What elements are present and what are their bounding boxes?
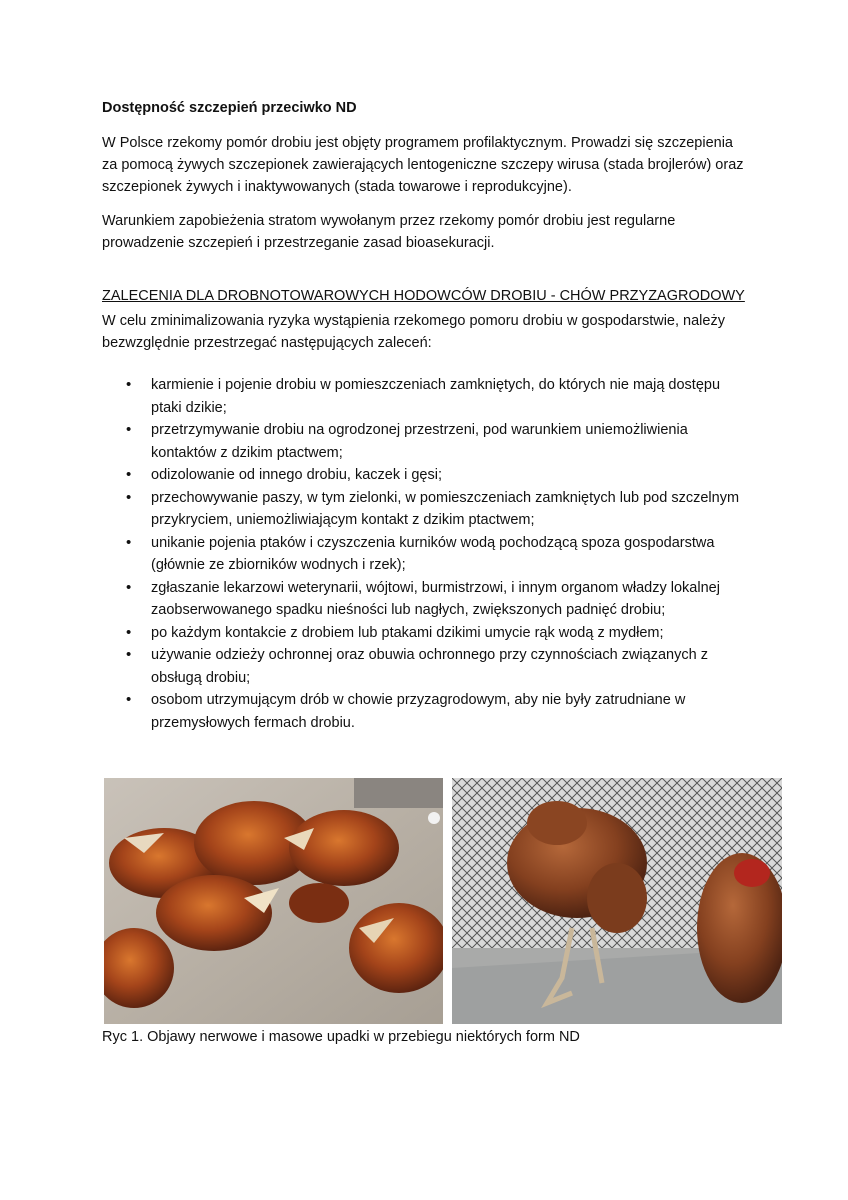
paragraph-vaccination: W Polsce rzekomy pomór drobiu jest objęty programem profilaktycznym. Prowadzi się szczepienia za pomocą żywych szczepionek zawierających lentogeniczne szczepy wirusa (stada brojlerów) oraz szczepionek żywych i inaktywowanych (stada towarowe i reprodukcyjne). — [102, 135, 744, 195]
list-item: • przechowywanie paszy, w tym zielonki, w pomieszczeniach zamkniętych lub pod szczelnym przykryciem, uniemożliwiającym kontakt z dzikim ptactwem; — [102, 487, 742, 532]
list-item: • odizolowanie od innego drobiu, kaczek i gęsi; — [102, 464, 742, 487]
list-item: • osobom utrzymującym drób w chowie przyzagrodowym, aby nie były zatrudniane w przemysłowych fermach drobiu. — [102, 689, 742, 734]
recommendations-list — [102, 374, 742, 734]
photo-sick-poultry — [452, 778, 782, 1024]
photo-dead-poultry — [104, 778, 443, 1024]
section-heading: Dostępność szczepień przeciwko ND — [102, 100, 357, 116]
list-item: • karmienie i pojenie drobiu w pomieszczeniach zamkniętych, do których nie mają dostępu ptaki dzikie; — [102, 374, 742, 419]
list-item: • unikanie pojenia ptaków i czyszczenia kurników wodą pochodzącą spoza gospodarstwa (głównie ze zbiorników wodnych i rzek); — [102, 532, 742, 577]
list-item: • po każdym kontakcie z drobiem lub ptakami dzikimi umycie rąk wodą z mydłem; — [102, 622, 742, 645]
list-item: • zgłaszanie lekarzowi weterynarii, wójtowi, burmistrzowi, i innym organom władzy lokalnej zaobserwowanego spadku nieśności lub nagłych, zwiększonych padnięć drobiu; — [102, 577, 742, 622]
paragraph-prevention: Warunkiem zapobieżenia stratom wywołanym przez rzekomy pomór drobiu jest regularne prowadzenie szczepień i przestrzeganie zasad bioasekuracji. — [102, 213, 676, 251]
recommendations-title: ZALECENIA DLA DROBNOTOWAROWYCH HODOWCÓW DROBIU - CHÓW PRZYZAGRODOWY — [102, 288, 745, 304]
list-item: • przetrzymywanie drobiu na ogrodzonej przestrzeni, pod warunkiem uniemożliwienia kontaktów z dzikim ptactwem; — [102, 419, 742, 464]
paragraph-recommendations-intro: W celu zminimalizowania ryzyka wystąpienia rzekomego pomoru drobiu w gospodarstwie, należy bezwzględnie przestrzegać następujących zaleceń: — [102, 313, 725, 351]
figure-caption: Ryc 1. Objawy nerwowe i masowe upadki w przebiegu niektórych form ND — [102, 1029, 580, 1045]
list-item: • używanie odzieży ochronnej oraz obuwia ochronnego przy czynnościach związanych z obsługą drobiu; — [102, 644, 742, 689]
